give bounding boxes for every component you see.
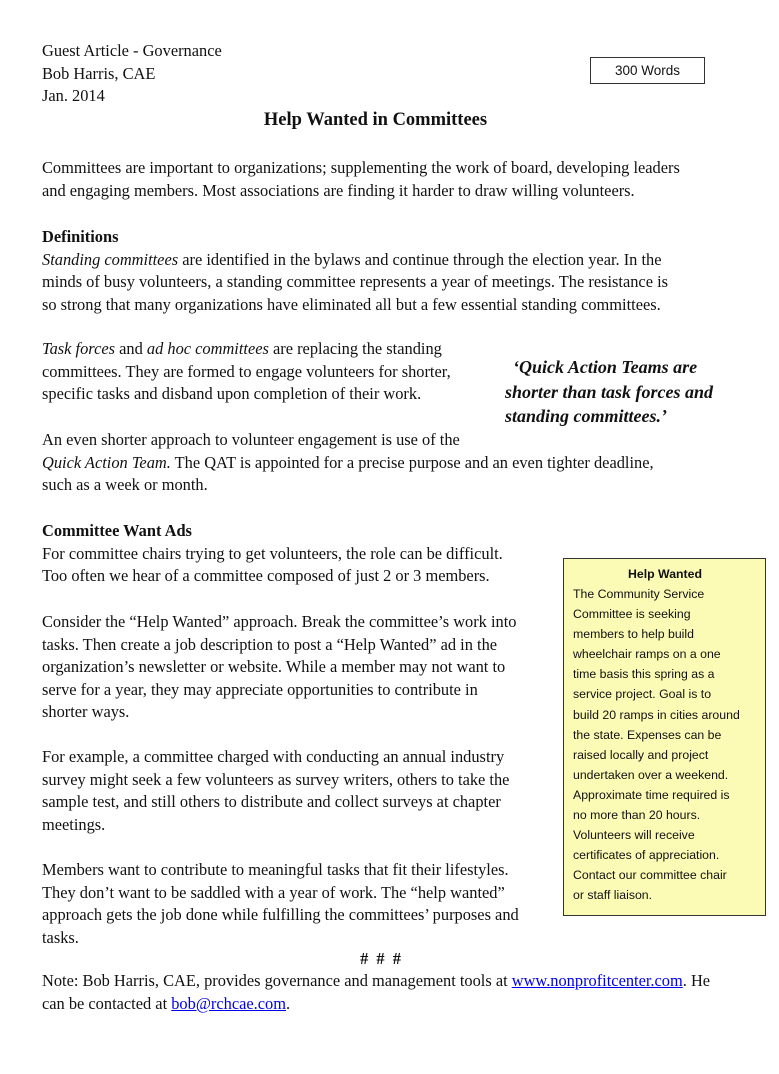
- example-line: meetings.: [42, 814, 106, 834]
- want-ads-section: [42, 520, 547, 588]
- standing-line-2: minds of busy volunteers, a standing committee represents a year of meetings. The resistance is: [42, 272, 669, 292]
- help-wanted-line: members to help build: [573, 627, 694, 642]
- pull-quote-line: ‘Quick Action Teams are: [513, 357, 698, 377]
- pull-quote: [505, 355, 745, 429]
- pull-quote-line: standing committees.’: [505, 406, 667, 426]
- members-paragraph: [42, 859, 547, 949]
- intro-line: Committees are important to organizations; supplementing the work of board, developing leaders: [42, 158, 680, 177]
- note-line-1: Note: Bob Harris, CAE, provides governance and management tools at www.nonprofitcenter.com. He: [42, 971, 711, 990]
- help-wanted-title: Help Wanted: [627, 567, 702, 581]
- task-forces-term: Task forces: [42, 339, 116, 358]
- members-line: approach gets the job done while fulfilling the committees’ purposes and: [42, 905, 519, 925]
- help-wanted-line: undertaken over a weekend.: [573, 767, 729, 782]
- approach-line: tasks. Then create a job description to post a “Help Wanted” ad in the: [42, 634, 498, 654]
- help-wanted-approach-paragraph: [42, 611, 547, 724]
- members-line: Members want to contribute to meaningful tasks that fit their lifestyles.: [42, 860, 509, 879]
- example-line: sample test, and still others to distribute and collect surveys at chapter: [42, 792, 501, 812]
- help-wanted-line: Volunteers will receive: [573, 828, 695, 843]
- help-wanted-line: or staff liaison.: [573, 888, 653, 903]
- help-wanted-line: Contact our committee chair: [573, 868, 727, 883]
- article-title: Help Wanted in Committees: [263, 110, 488, 130]
- help-wanted-line: certificates of appreciation.: [573, 848, 720, 863]
- task-line-3: specific tasks and disband upon completion of their work.: [42, 384, 422, 404]
- help-wanted-line: the state. Expenses can be: [573, 727, 722, 742]
- ad-hoc-term: ad hoc committees: [146, 339, 269, 358]
- help-wanted-box: [563, 558, 766, 916]
- article-category: Guest Article - Governance: [42, 41, 222, 60]
- example-line: survey might seek a few volunteers as survey writers, others to take the: [42, 769, 510, 789]
- approach-line: Consider the “Help Wanted” approach. Break the committee’s work into: [42, 612, 517, 631]
- qat-line-1: An even shorter approach to volunteer engagement is use of the: [42, 430, 460, 449]
- help-wanted-body: [573, 584, 757, 906]
- author-note: [42, 970, 742, 1015]
- help-wanted-line: build 20 ramps in cities around: [573, 707, 740, 722]
- website-link[interactable]: www.nonprofitcenter.com: [511, 971, 683, 990]
- task-forces-paragraph: [42, 338, 492, 406]
- approach-line: shorter ways.: [42, 702, 130, 722]
- help-wanted-line: service project. Goal is to: [573, 687, 712, 702]
- article-header: [42, 40, 342, 108]
- help-wanted-line: Committee is seeking: [573, 607, 691, 622]
- example-line: For example, a committee charged with conducting an annual industry: [42, 747, 505, 766]
- help-wanted-line: wheelchair ramps on a one: [573, 647, 721, 662]
- intro-line: and engaging members. Most associations are finding it harder to draw willing volunteers.: [42, 180, 635, 200]
- qat-line-2: Quick Action Team. The QAT is appointed for a precise purpose and an even tighter deadline,: [42, 452, 654, 472]
- intro-paragraph: [42, 157, 732, 202]
- members-line: They don’t want to be saddled with a year of work. The “help wanted”: [42, 882, 505, 902]
- want-ads-line: Too often we hear of a committee composed of just 2 or 3 members.: [42, 566, 490, 586]
- task-line-1: Task forces and ad hoc committees are replacing the standing: [42, 339, 442, 358]
- word-count-box: 300 Words: [590, 57, 705, 84]
- want-ads-line: For committee chairs trying to get volunteers, the role can be difficult.: [42, 543, 503, 563]
- pull-quote-line: shorter than task forces and: [505, 381, 714, 402]
- standing-term: Standing committees: [42, 249, 179, 269]
- note-line-2: can be contacted at bob@rchcae.com.: [42, 993, 291, 1013]
- help-wanted-line: The Community Service: [573, 587, 705, 601]
- members-line: tasks.: [42, 927, 79, 947]
- standing-line-1: Standing committees are identified in the bylaws and continue through the election year. In the: [42, 249, 662, 269]
- task-line-2: committees. They are formed to engage volunteers for shorter,: [42, 361, 451, 381]
- definitions-section: [42, 226, 732, 316]
- example-paragraph: [42, 746, 547, 836]
- article-date: Jan. 2014: [42, 86, 105, 106]
- end-marks: # # #: [360, 949, 403, 968]
- article-author: Bob Harris, CAE: [42, 63, 156, 83]
- definitions-heading: Definitions: [42, 227, 119, 246]
- qat-line-3: such as a week or month.: [42, 475, 208, 495]
- help-wanted-line: Approximate time required is: [573, 787, 730, 802]
- standing-line-3: so strong that many organizations have eliminated all but a few essential standing committees.: [42, 294, 661, 314]
- help-wanted-line: no more than 20 hours.: [573, 808, 701, 823]
- qat-paragraph: [42, 429, 732, 497]
- approach-line: organization’s newsletter or website. While a member may not want to: [42, 657, 506, 677]
- help-wanted-line: time basis this spring as a: [573, 667, 715, 682]
- qat-term: Quick Action Team.: [42, 452, 171, 472]
- help-wanted-line: raised locally and project: [573, 747, 709, 762]
- approach-line: serve for a year, they may appreciate opportunities to contribute in: [42, 679, 478, 699]
- email-link[interactable]: bob@rchcae.com: [171, 993, 286, 1013]
- want-ads-heading: Committee Want Ads: [42, 521, 192, 540]
